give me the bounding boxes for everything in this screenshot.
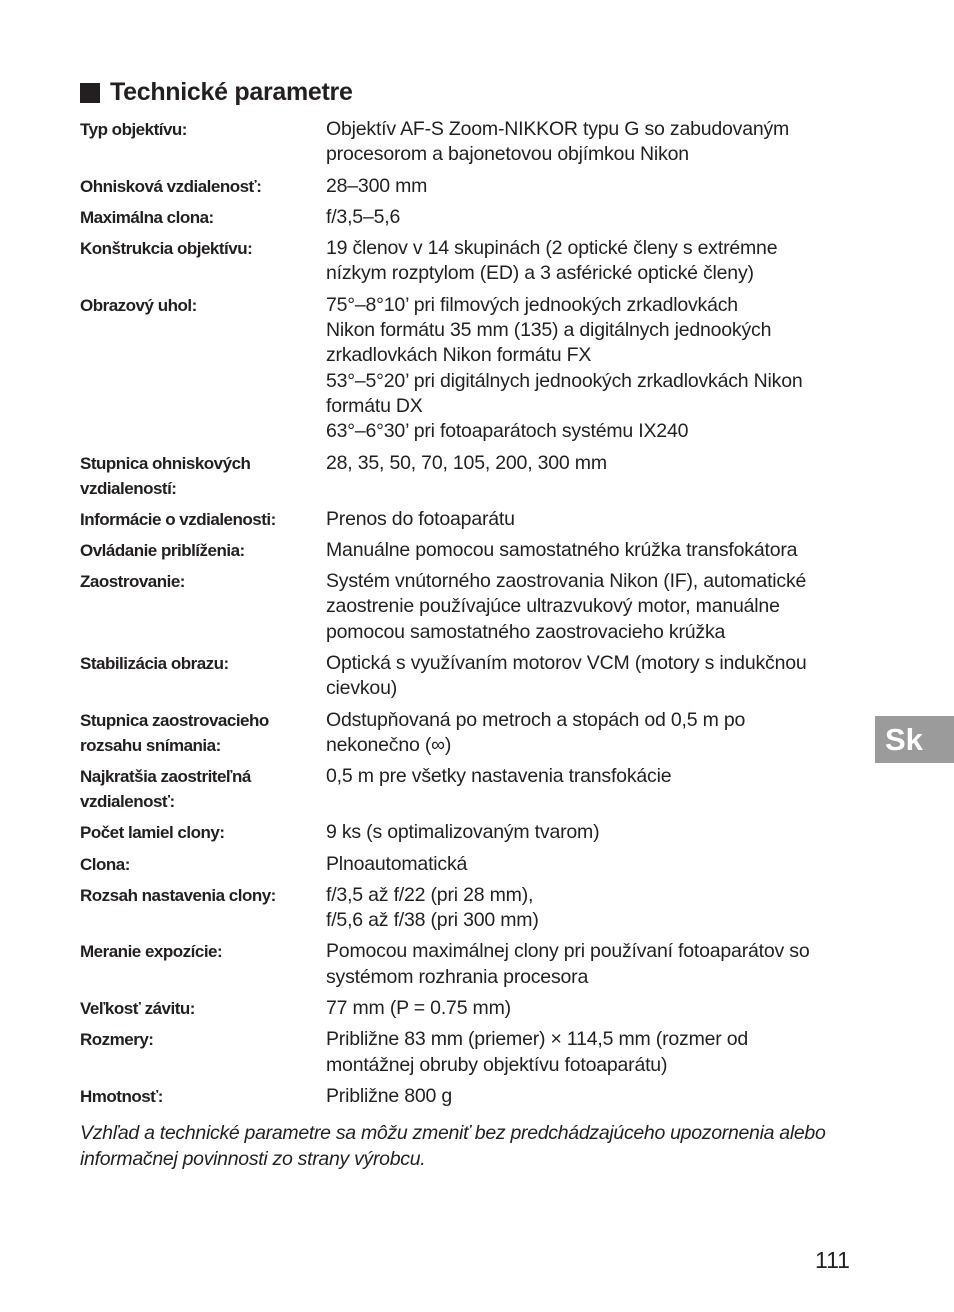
spec-value <box>326 569 860 645</box>
spec-row <box>80 651 860 702</box>
language-tab <box>875 716 954 763</box>
footnote <box>80 1121 860 1172</box>
spec-label <box>80 205 326 230</box>
spec-value-line: montážnej obruby objektívu fotoaparátu) <box>326 1053 668 1076</box>
spec-row <box>80 507 860 532</box>
spec-value <box>326 117 860 168</box>
spec-value-line: nekonečno (∞) <box>326 733 452 756</box>
spec-label <box>80 236 326 287</box>
spec-row <box>80 883 860 934</box>
spec-value-line: Objektív AF-S Zoom-NIKKOR typu G so zabudovaným <box>326 118 790 140</box>
spec-table <box>80 117 860 1115</box>
spec-label-line: Najkratšia zaostriteľná <box>80 767 251 787</box>
language-tab-label: Sk <box>885 721 923 757</box>
spec-value-line: 0,5 m pre všetky nastavenia transfokácie <box>326 765 672 788</box>
spec-value-line: nízkym rozptylom (ED) a 3 asférické optické členy) <box>326 262 754 285</box>
spec-label <box>80 538 326 563</box>
spec-label <box>80 708 326 759</box>
spec-value-line: zaostrenie používajúce ultrazvukový motor, manuálne <box>326 595 780 618</box>
spec-value-line: Nikon formátu 35 mm (135) a digitálnych jednookých <box>326 319 772 342</box>
spec-label <box>80 451 326 501</box>
spec-value-line: cievkou) <box>326 677 398 700</box>
spec-value-line: 75°–8°10’ pri filmových jednookých zrkadlovkách <box>326 293 738 316</box>
spec-value <box>326 820 860 845</box>
spec-row <box>80 117 860 168</box>
spec-row <box>80 451 860 501</box>
spec-label-line: Ohnisková vzdialenosť: <box>80 176 262 196</box>
spec-value <box>326 708 860 759</box>
spec-row <box>80 820 860 845</box>
spec-row <box>80 1027 860 1078</box>
page-number: 111 <box>815 1247 850 1273</box>
spec-value <box>326 293 860 445</box>
spec-value-line: Približne 83 mm (priemer) × 114,5 mm (rozmer od <box>326 1028 749 1051</box>
spec-value-line: formátu DX <box>326 394 423 417</box>
spec-label <box>80 651 326 702</box>
spec-value <box>326 883 860 934</box>
footnote-line: informačnej povinnosti zo strany výrobcu. <box>80 1147 426 1170</box>
spec-row <box>80 996 860 1021</box>
spec-value <box>326 651 860 702</box>
spec-label-line: Hmotnosť: <box>80 1086 163 1106</box>
spec-value-line: Približne 800 g <box>326 1084 452 1107</box>
spec-value <box>326 205 860 230</box>
spec-row <box>80 764 860 814</box>
spec-row <box>80 236 860 287</box>
spec-label <box>80 569 326 645</box>
spec-value-line: 77 mm (P = 0.75 mm) <box>326 997 511 1020</box>
spec-label <box>80 1084 326 1109</box>
spec-value-line: systémom rozhrania procesora <box>326 965 589 988</box>
spec-label-line: Stupnica zaostrovacieho <box>80 710 269 730</box>
spec-value <box>326 174 860 199</box>
spec-value <box>326 764 860 814</box>
spec-value-line: 9 ks (s optimalizovaným tvarom) <box>326 821 600 844</box>
spec-label-line: Rozsah nastavenia clony: <box>80 885 276 905</box>
spec-label <box>80 996 326 1021</box>
spec-label-line: Typ objektívu: <box>80 120 187 139</box>
spec-value-line: f/3,5–5,6 <box>326 205 401 228</box>
spec-label <box>80 883 326 934</box>
footnote-line: Vzhľad a technické parametre sa môžu zmeniť bez predchádzajúceho upozornenia alebo <box>80 1122 826 1144</box>
spec-value-line: procesorom a bajonetovou objímkou Nikon <box>326 143 689 166</box>
spec-value-line: 19 členov v 14 skupinách (2 optické členy s extrémne <box>326 237 778 260</box>
spec-label <box>80 852 326 877</box>
spec-row <box>80 939 860 990</box>
spec-value <box>326 236 860 287</box>
spec-label-line: Konštrukcia objektívu: <box>80 239 253 259</box>
spec-label <box>80 117 326 168</box>
spec-value-line: f/3,5 až f/22 (pri 28 mm), <box>326 883 534 906</box>
spec-label-line: Stabilizácia obrazu: <box>80 654 229 674</box>
spec-value-line: Prenos do fotoaparátu <box>326 507 515 530</box>
spec-label-line: Clona: <box>80 854 130 874</box>
spec-label <box>80 174 326 199</box>
spec-value <box>326 939 860 990</box>
spec-label-line: Počet lamiel clony: <box>80 823 225 843</box>
spec-value <box>326 507 860 532</box>
spec-row <box>80 205 860 230</box>
spec-value-line: Pomocou maximálnej clony pri používaní fotoaparátov so <box>326 940 810 963</box>
square-bullet-icon <box>80 83 100 103</box>
spec-value-line: 53°–5°20’ pri digitálnych jednookých zrkadlovkách Nikon <box>326 369 803 392</box>
spec-label-line: rozsahu snímania: <box>80 735 221 755</box>
spec-value-line: Odstupňovaná po metroch a stopách od 0,5 m po <box>326 708 746 731</box>
spec-value-line: f/5,6 až f/38 (pri 300 mm) <box>326 909 539 932</box>
spec-label <box>80 939 326 990</box>
section-heading <box>80 78 353 107</box>
spec-row <box>80 1084 860 1109</box>
spec-row <box>80 538 860 563</box>
spec-value <box>326 852 860 877</box>
spec-value-line: Systém vnútorného zaostrovania Nikon (IF), automatické <box>326 570 807 593</box>
spec-value <box>326 538 860 563</box>
spec-value-line: 28, 35, 50, 70, 105, 200, 300 mm <box>326 451 607 474</box>
section-title: Technické parametre <box>110 78 353 106</box>
spec-label-line: Obrazový uhol: <box>80 295 197 315</box>
spec-row <box>80 293 860 445</box>
spec-row <box>80 708 860 759</box>
spec-value-line: zrkadlovkách Nikon formátu FX <box>326 344 592 367</box>
spec-value-line: pomocou samostatného zaostrovacieho krúžka <box>326 620 726 643</box>
spec-label-line: Meranie expozície: <box>80 942 223 962</box>
spec-label-line: vzdialenosť: <box>80 792 175 812</box>
spec-value <box>326 996 860 1021</box>
spec-value-line: Optická s využívaním motorov VCM (motory s indukčnou <box>326 652 807 675</box>
spec-value-line: Manuálne pomocou samostatného krúžka transfokátora <box>326 538 798 561</box>
spec-row <box>80 852 860 877</box>
spec-value <box>326 1084 860 1109</box>
spec-value-line: 28–300 mm <box>326 174 428 197</box>
spec-label <box>80 1027 326 1078</box>
spec-label-line: Stupnica ohniskových <box>80 453 251 473</box>
spec-label <box>80 820 326 845</box>
spec-value-line: 63°–6°30’ pri fotoaparátoch systému IX240 <box>326 420 689 443</box>
spec-label-line: Ovládanie priblíženia: <box>80 540 245 560</box>
spec-label <box>80 764 326 814</box>
spec-label <box>80 293 326 445</box>
spec-label-line: vzdialeností: <box>80 478 177 498</box>
spec-label <box>80 507 326 532</box>
spec-label-line: Veľkosť závitu: <box>80 999 195 1019</box>
spec-row <box>80 569 860 645</box>
spec-value <box>326 1027 860 1078</box>
spec-label-line: Zaostrovanie: <box>80 572 185 592</box>
spec-value <box>326 451 860 501</box>
spec-value-line: Plnoautomatická <box>326 852 468 875</box>
spec-label-line: Informácie o vzdialenosti: <box>80 509 276 529</box>
spec-label-line: Maximálna clona: <box>80 207 214 227</box>
spec-row <box>80 174 860 199</box>
spec-label-line: Rozmery: <box>80 1030 154 1050</box>
